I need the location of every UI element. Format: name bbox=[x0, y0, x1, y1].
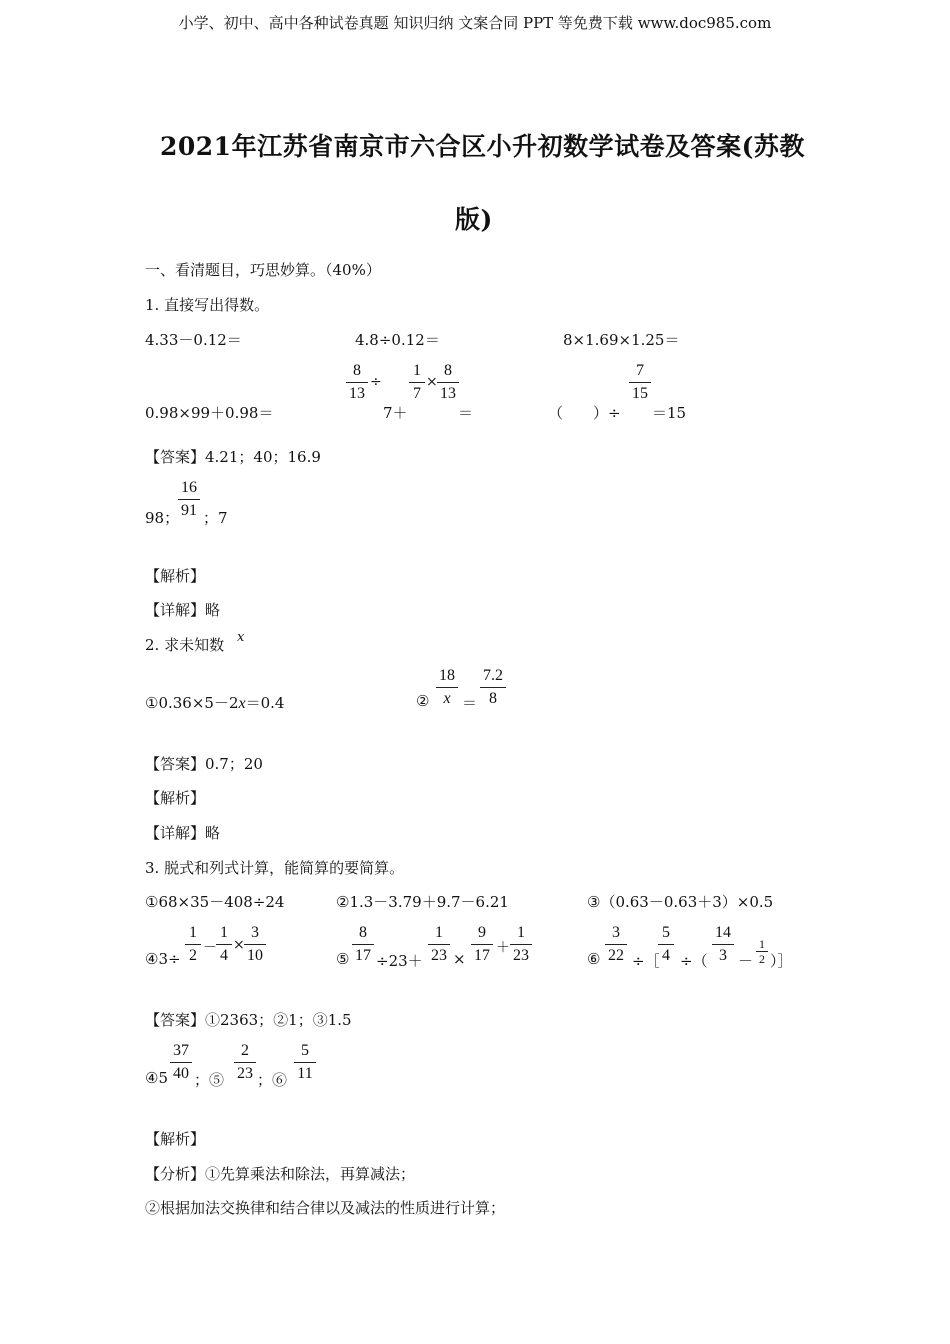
fraction-1-2-small: 1 2 bbox=[756, 937, 768, 966]
plus-sign: ＋ bbox=[496, 940, 510, 956]
q3-problem-6-mid2: ÷（ bbox=[680, 952, 708, 970]
answer-fraction-5-11: 5 11 bbox=[294, 1040, 316, 1085]
q1-item-4: 0.98×99＋0.98＝ bbox=[145, 404, 274, 422]
fraction-7-15: 7 15 bbox=[629, 360, 651, 405]
times-sign: × bbox=[453, 950, 466, 968]
q2-analysis: 【解析】 bbox=[145, 789, 206, 807]
fraction-5-4: 5 4 bbox=[658, 922, 674, 967]
fraction-8-13-b: 8 13 bbox=[437, 360, 459, 405]
fraction-8-13: 8 13 bbox=[346, 360, 368, 405]
q2-heading: 2. 求未知数 bbox=[145, 636, 225, 654]
q1-heading: 1. 直接写出得数。 bbox=[145, 296, 270, 314]
answer-fraction-37-40: 37 40 bbox=[170, 1040, 192, 1085]
fraction-1-4: 1 4 bbox=[216, 922, 232, 967]
divide-sign: ÷ bbox=[370, 374, 382, 390]
answer-fraction-16-91: 16 91 bbox=[178, 477, 200, 522]
fraction-3-22: 3 22 bbox=[605, 922, 627, 967]
q3-problem-5-mid: ÷23＋ bbox=[376, 952, 423, 970]
q3-problem-3: ③（0.63－0.63＋3）×0.5 bbox=[587, 893, 774, 911]
times-sign: × bbox=[233, 937, 245, 953]
q2-detail: 【详解】略 bbox=[145, 824, 221, 842]
equals-sign: ＝ bbox=[458, 404, 474, 422]
seven-plus: 7＋ bbox=[383, 404, 408, 422]
times-sign: × bbox=[426, 374, 438, 390]
minus-sign: － bbox=[738, 952, 754, 970]
minus-sign: － bbox=[203, 940, 217, 956]
answer-prefix: 98； bbox=[145, 509, 180, 527]
fraction-1-7: 1 7 bbox=[409, 360, 425, 405]
fraction-18-x: 18 x bbox=[436, 665, 458, 710]
equation-2-label: ② bbox=[416, 692, 430, 710]
equation-1: ①0.36×5－2x＝0.4 bbox=[145, 694, 285, 712]
page-header: 小学、初中、高中各种试卷真题 知识归纳 文案合同 PPT 等免费下载 www.doc985.com bbox=[178, 14, 772, 32]
q3-problem-5-prefix: ⑤ bbox=[336, 950, 350, 968]
answer-suffix: ；7 bbox=[203, 509, 228, 527]
answer-fraction-2-23: 2 23 bbox=[234, 1040, 256, 1085]
q1-item-3: 8×1.69×1.25＝ bbox=[563, 331, 680, 349]
q3-fenxi-line-2: ②根据加法交换律和结合律以及减法的性质进行计算； bbox=[145, 1199, 506, 1217]
unknown-x: x bbox=[237, 630, 245, 645]
answer-4-prefix: ④5 bbox=[145, 1069, 168, 1087]
q3-problem-4-prefix: ④3÷ bbox=[145, 950, 181, 968]
q3-problem-1: ①68×35－408÷24 bbox=[145, 893, 285, 911]
q3-problem-2: ②1.3－3.79＋9.7－6.21 bbox=[336, 893, 509, 911]
q3-heading: 3. 脱式和列式计算，能简算的要简算。 bbox=[145, 859, 405, 877]
answer-5-prefix: ；⑤ bbox=[194, 1071, 225, 1089]
fraction-7.2-8: 7.2 8 bbox=[480, 665, 506, 710]
q3-analysis: 【解析】 bbox=[145, 1130, 206, 1148]
q1-analysis: 【解析】 bbox=[145, 567, 206, 585]
equation-2-equals: ＝ bbox=[462, 694, 478, 712]
fraction-1-23: 1 23 bbox=[428, 922, 450, 967]
q3-answer: 【答案】①2363；②1；③1.5 bbox=[145, 1011, 352, 1029]
q1-answer: 【答案】4.21；40；16.9 bbox=[145, 448, 321, 466]
q3-fenxi: 【分析】①先算乘法和除法，再算减法； bbox=[145, 1165, 416, 1183]
title-line-1: 2021年江苏省南京市六合区小升初数学试卷及答案(苏教 bbox=[160, 132, 805, 161]
q1-detail: 【详解】略 bbox=[145, 601, 221, 619]
section-heading: 一、看清题目，巧思妙算。（40%） bbox=[145, 261, 381, 279]
title-line-2: 版) bbox=[455, 205, 493, 234]
fraction-3-10: 3 10 bbox=[244, 922, 266, 967]
answer-6-prefix: ；⑥ bbox=[257, 1071, 288, 1089]
blank-paren: （ ）÷ bbox=[548, 404, 621, 422]
equals-15: ＝15 bbox=[652, 404, 687, 422]
q3-problem-6-end: ）］ bbox=[770, 952, 793, 970]
q3-problem-6-prefix: ⑥ bbox=[587, 950, 601, 968]
fraction-1-23-b: 1 23 bbox=[510, 922, 532, 967]
fraction-1-2: 1 2 bbox=[185, 922, 201, 967]
q1-item-2: 4.8÷0.12＝ bbox=[355, 331, 440, 349]
fraction-8-17: 8 17 bbox=[352, 922, 374, 967]
q3-problem-6-mid1: ÷［ bbox=[632, 952, 660, 970]
fraction-9-17: 9 17 bbox=[471, 922, 493, 967]
q1-item-1: 4.33－0.12＝ bbox=[145, 331, 242, 349]
fraction-14-3: 14 3 bbox=[712, 922, 734, 967]
q2-answer: 【答案】0.7；20 bbox=[145, 755, 263, 773]
